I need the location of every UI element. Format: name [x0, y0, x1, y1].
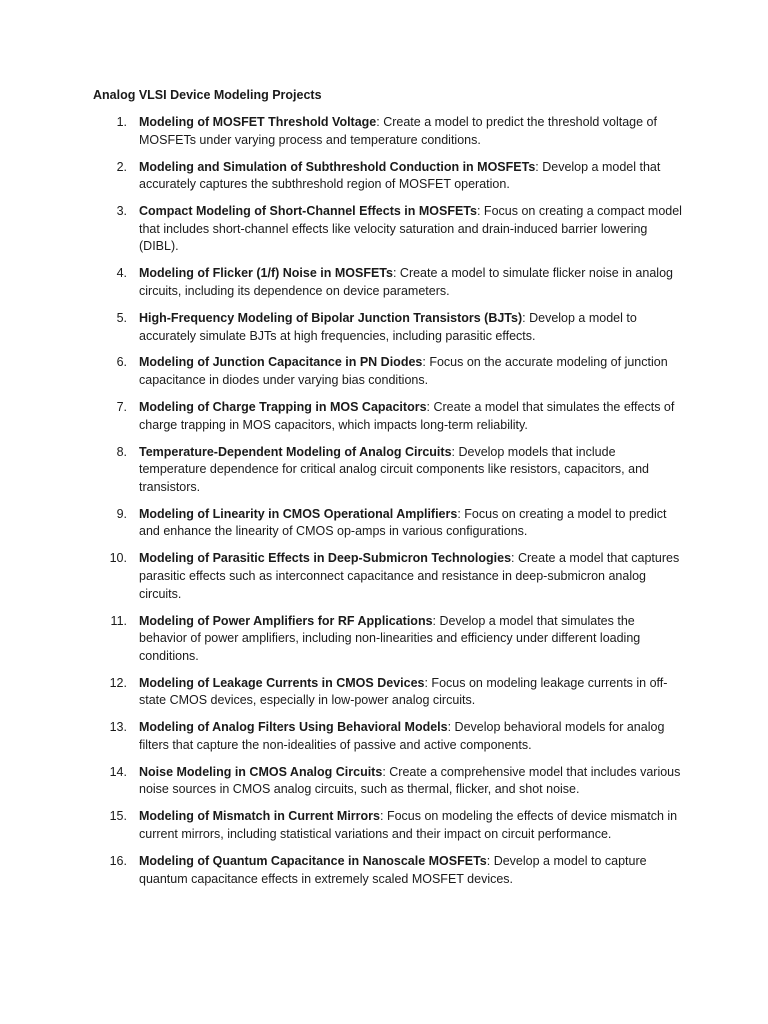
- item-number: 12.: [109, 675, 127, 690]
- item-heading: Modeling of Analog Filters Using Behavioral Models: [139, 720, 448, 735]
- item-number: 14.: [109, 764, 127, 779]
- item-description: : Focus on creating a compact model that includes short-channel effects like velocity saturation and drain-induced barrier lowering (DIBL).: [139, 204, 682, 254]
- item-description: : Create a model that captures parasitic effects such as interconnect capacitance and resistance in deep-submicron analog circuits.: [139, 551, 680, 601]
- item-number: 13.: [109, 720, 127, 735]
- item-number: 10.: [109, 551, 127, 566]
- item-heading: Modeling of Quantum Capacitance in Nanoscale MOSFETs: [139, 854, 487, 869]
- list-item: [93, 550, 683, 603]
- item-number: 3.: [116, 204, 127, 219]
- item-heading: Modeling of MOSFET Threshold Voltage: [139, 115, 377, 129]
- item-description: : Focus on the accurate modeling of junction capacitance in diodes under varying bias conditions.: [139, 355, 668, 388]
- item-number: 9.: [116, 506, 127, 521]
- item-description: : Focus on creating a model to predict and enhance the linearity of CMOS op-amps in various configurations.: [139, 506, 667, 539]
- item-number: 8.: [116, 444, 127, 459]
- item-description: : Focus on modeling leakage currents in off-state CMOS devices, especially in low-power analog circuits.: [139, 675, 668, 708]
- list-item: [93, 310, 683, 345]
- project-list: [93, 114, 683, 898]
- item-description: : Develop a model that accurately captures the subthreshold region of MOSFET operation.: [139, 159, 661, 192]
- item-heading: Modeling of Charge Trapping in MOS Capacitors: [139, 400, 427, 415]
- item-description: : Develop a model to accurately simulate BJTs at high frequencies, including parasitic effects.: [139, 310, 637, 343]
- item-description: : Create a comprehensive model that includes various noise sources in CMOS analog circuits, such as thermal, flicker, and shot noise.: [139, 764, 681, 797]
- list-item: [93, 265, 683, 300]
- list-item: [93, 354, 683, 389]
- list-item: [93, 114, 683, 149]
- list-item: [93, 203, 683, 256]
- item-heading: Temperature-Dependent Modeling of Analog Circuits: [139, 444, 452, 459]
- list-item: [93, 719, 683, 754]
- item-number: 1.: [116, 115, 127, 129]
- list-item: [93, 399, 683, 434]
- item-number: 2.: [116, 159, 127, 174]
- item-heading: Modeling and Simulation of Subthreshold Conduction in MOSFETs: [139, 159, 536, 174]
- item-heading: Compact Modeling of Short-Channel Effects in MOSFETs: [139, 204, 477, 219]
- item-heading: Modeling of Leakage Currents in CMOS Devices: [139, 675, 425, 690]
- list-item: [93, 444, 683, 497]
- item-number: 4.: [116, 266, 127, 281]
- list-item: [93, 675, 683, 710]
- document-title: Analog VLSI Device Modeling Projects: [93, 88, 322, 102]
- item-number: 6.: [116, 355, 127, 370]
- item-number: 5.: [116, 310, 127, 325]
- item-heading: Modeling of Parasitic Effects in Deep-Submicron Technologies: [139, 551, 512, 566]
- list-item: [93, 764, 683, 799]
- item-number: 16.: [109, 854, 127, 869]
- item-heading: Modeling of Mismatch in Current Mirrors: [139, 809, 380, 824]
- item-number: 7.: [116, 400, 127, 415]
- item-heading: Modeling of Linearity in CMOS Operational Amplifiers: [139, 506, 458, 521]
- list-item: [93, 853, 683, 888]
- item-description: : Create a model to predict the threshold voltage of MOSFETs under varying process and temperature conditions.: [139, 115, 657, 147]
- item-number: 15.: [109, 809, 127, 824]
- item-description: : Develop a model to capture quantum capacitance effects in extremely scaled MOSFET devices.: [139, 854, 647, 886]
- list-item: [93, 808, 683, 843]
- item-description: : Create a model to simulate flicker noise in analog circuits, including its dependence on device parameters.: [139, 266, 673, 298]
- item-description: : Create a model that simulates the effects of charge trapping in MOS capacitors, which impacts long-term reliability.: [139, 400, 675, 432]
- item-heading: High-Frequency Modeling of Bipolar Junction Transistors (BJTs): [139, 310, 523, 325]
- item-description: : Focus on modeling the effects of device mismatch in current mirrors, including statistical variations and their impact on circuit performance.: [139, 809, 678, 842]
- item-heading: Modeling of Junction Capacitance in PN Diodes: [139, 355, 423, 370]
- list-item: [93, 613, 683, 666]
- item-heading: Modeling of Flicker (1/f) Noise in MOSFETs: [139, 266, 393, 281]
- item-description: : Develop a model that simulates the behavior of power amplifiers, including non-linearities and efficiency under different loading conditions.: [139, 613, 641, 663]
- list-item: [93, 159, 683, 194]
- item-heading: Modeling of Power Amplifiers for RF Applications: [139, 613, 433, 628]
- item-number: 11.: [110, 613, 127, 628]
- item-description: : Develop models that include temperature dependence for critical analog circuit components like resistors, capacitors, and transistors.: [139, 444, 649, 494]
- list-item: [93, 506, 683, 541]
- item-heading: Noise Modeling in CMOS Analog Circuits: [139, 764, 383, 779]
- item-description: : Develop behavioral models for analog filters that capture the non-idealities of passive and active components.: [139, 720, 665, 752]
